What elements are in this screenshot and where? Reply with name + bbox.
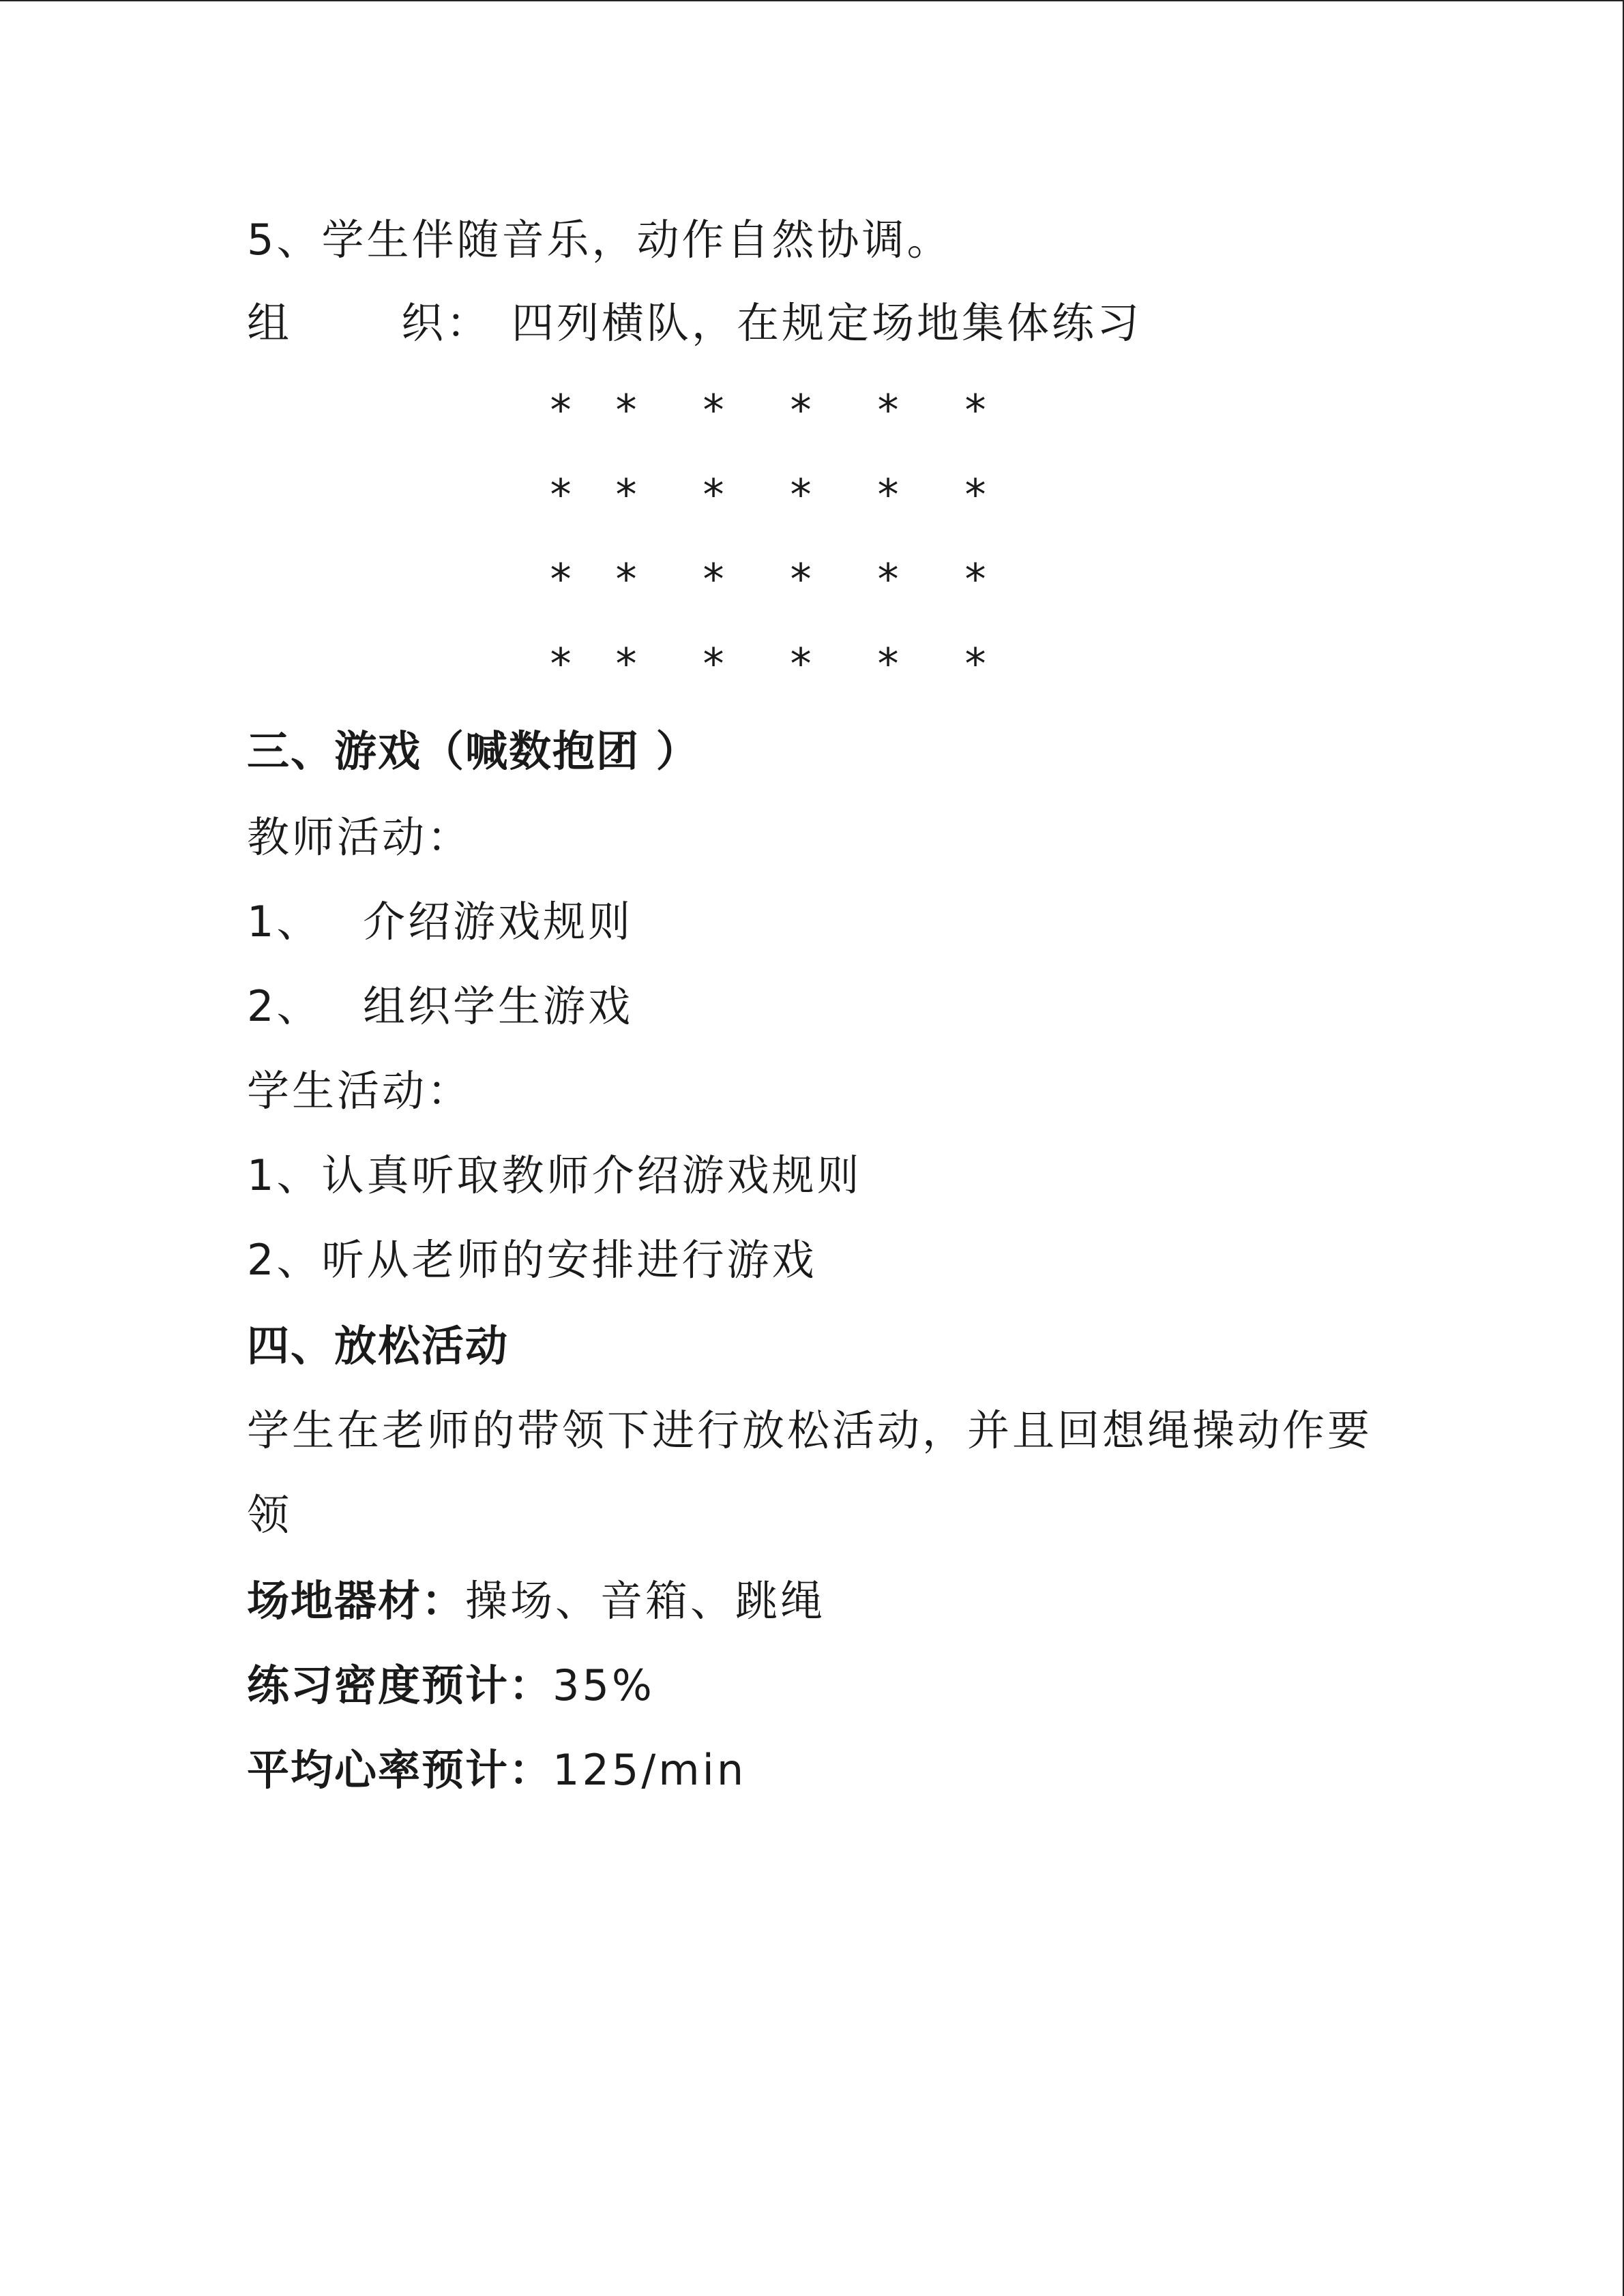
formation-row [539,552,1019,607]
formation-student-marker: * [700,639,726,689]
formation-row [539,637,1019,691]
teacher-item-1 [247,895,633,949]
venue-equipment-text: 操场、音箱、跳绳 [465,1576,826,1626]
venue-equipment [247,1574,825,1628]
practice-density-label: 练习密度预计： [247,1660,553,1710]
formation-row [539,468,1019,522]
formation-student-marker: * [788,385,814,435]
practice-density [247,1658,655,1713]
organization-label-part-2: 织： [401,298,492,348]
line-student-item-5: 5、学生伴随音乐，动作自然协调。 [247,215,952,265]
formation-student-marker: * [548,385,574,435]
formation-student-marker: * [613,639,639,689]
student-item-2: 2、听从老师的安排进行游戏 [247,1235,817,1285]
formation-student-marker: * [875,639,901,689]
venue-equipment-label: 场地器材： [247,1576,466,1626]
formation-row [539,383,1019,438]
average-heart-rate-value: 125/min [552,1745,747,1795]
teacher-item-2-number: 2、 [247,981,322,1031]
relax-text-line-1: 学生在老师的带领下进行放松活动，并且回想绳操动作要 [247,1405,1373,1455]
average-heart-rate [247,1743,746,1798]
formation-student-marker: * [548,470,574,520]
teacher-item-1-number: 1、 [247,897,322,946]
formation-student-marker: * [613,554,639,604]
relax-text-line-2: 领 [247,1490,293,1540]
formation-student-marker: * [788,554,814,604]
formation-student-marker: * [700,554,726,604]
student-activity-heading: 学生活动： [247,1066,473,1116]
formation-student-marker: * [548,639,574,689]
teacher-item-1-text: 介绍游戏规则 [363,897,634,946]
formation-student-marker: * [788,470,814,520]
teacher-item-2 [247,979,633,1034]
student-item-1: 1、认真听取教师介绍游戏规则 [247,1150,862,1200]
formation-student-marker: * [962,470,988,520]
formation-student-marker: * [613,385,639,435]
formation-student-marker: * [548,554,574,604]
organization-label-part-1: 组 [247,298,293,348]
section-3-title: 三、游戏（喊数抱团 ） [247,726,700,776]
formation-student-marker: * [962,385,988,435]
formation-student-marker: * [875,554,901,604]
organization-text: 四列横队，在规定场地集体练习 [512,298,1142,348]
section-4-title: 四、放松活动 [247,1321,510,1371]
formation-student-marker: * [613,470,639,520]
formation-student-marker: * [700,385,726,435]
teacher-item-2-text: 组织学生游戏 [363,981,634,1031]
formation-student-marker: * [962,639,988,689]
teacher-activity-heading: 教师活动： [247,812,473,862]
practice-density-value: 35% [552,1660,655,1710]
formation-student-marker: * [700,470,726,520]
formation-student-marker: * [962,554,988,604]
formation-student-marker: * [875,470,901,520]
formation-student-marker: * [875,385,901,435]
formation-student-marker: * [788,639,814,689]
average-heart-rate-label: 平均心率预计： [247,1745,553,1795]
